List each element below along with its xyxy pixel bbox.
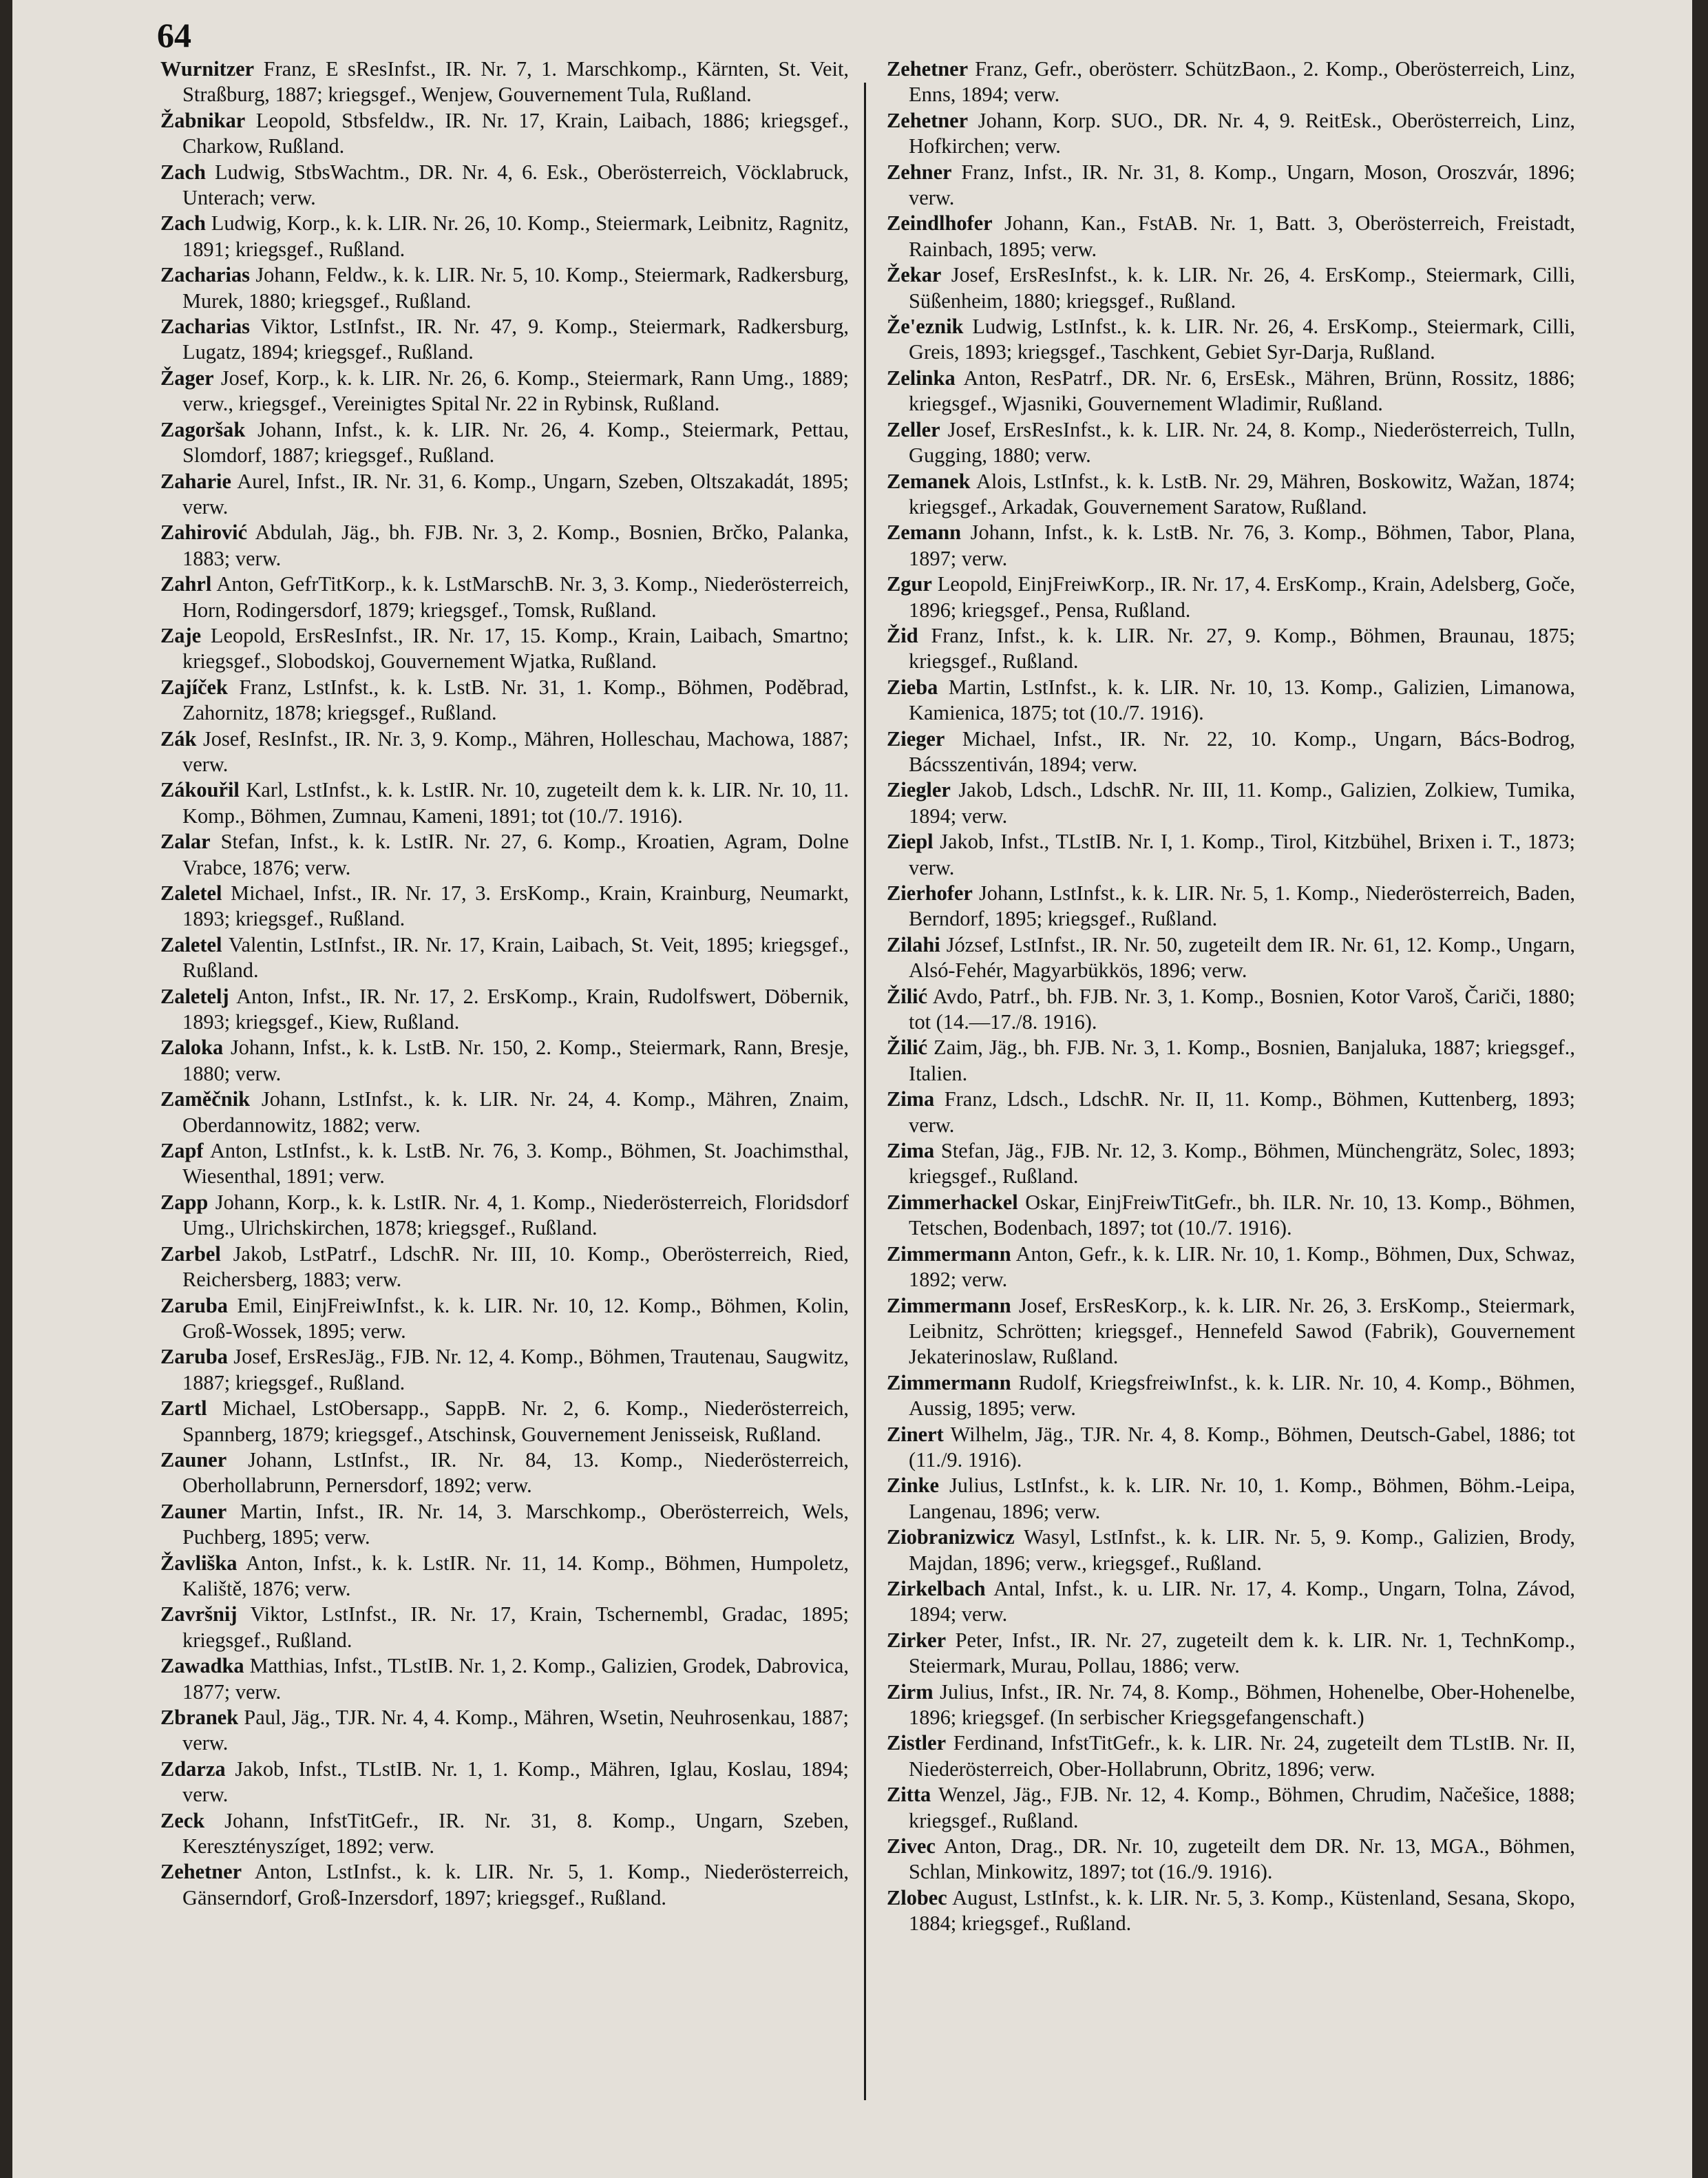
- entry-surname: Zagoršak: [160, 417, 246, 441]
- entry-details: Wilhelm, Jäg., TJR. Nr. 4, 8. Komp., Böhmen, Deutsch-Gabel, 1886; tot (11./9. 1916).: [909, 1422, 1575, 1472]
- entry-details: Jakob, LstPatrf., LdschR. Nr. III, 10. Komp., Oberösterreich, Ried, Reichersberg, 1883; verw.: [182, 1242, 849, 1292]
- entry-details: Matthias, Infst., TLstIB. Nr. 1, 2. Komp., Galizien, Grodek, Dabrovica, 1877; verw.: [182, 1654, 849, 1704]
- entry-surname: Ziepl: [887, 830, 934, 854]
- entry-details: Franz, Gefr., oberösterr. SchützBaon., 2. Komp., Oberösterreich, Linz, Enns, 1894; verw.: [909, 57, 1575, 107]
- register-entry: [887, 829, 1575, 881]
- entry-surname: Žavliška: [160, 1551, 238, 1575]
- entry-surname: Zehetner: [887, 108, 969, 132]
- register-entry: [887, 1242, 1575, 1293]
- register-entry: [160, 1035, 849, 1087]
- entry-details: Johann, Kan., FstAB. Nr. 1, Batt. 3, Oberösterreich, Freistadt, Rainbach, 1895; verw.: [909, 211, 1575, 261]
- register-entry: [160, 1499, 849, 1551]
- register-entry: [160, 572, 849, 623]
- register-entry: [160, 262, 849, 314]
- register-entry: [887, 1834, 1575, 1885]
- entry-details: Franz, Infst., IR. Nr. 31, 8. Komp., Ungarn, Moson, Oroszvár, 1896; verw.: [909, 160, 1575, 210]
- entry-surname: Zinert: [887, 1422, 944, 1446]
- entry-surname: Žilić: [887, 1036, 928, 1060]
- entry-surname: Žid: [887, 623, 918, 647]
- entry-surname: Zach: [160, 160, 206, 184]
- entry-details: Abdulah, Jäg., bh. FJB. Nr. 3, 2. Komp., Bosnien, Brčko, Palanka, 1883; verw.: [182, 521, 849, 570]
- register-entry: [160, 56, 849, 108]
- register-entry: [160, 1705, 849, 1757]
- entry-details: Julius, Infst., IR. Nr. 74, 8. Komp., Böhmen, Hohenelbe, Ober-Hohenelbe, 1896; kriegsgef. (In serbischer Kriegsgefangenschaft.): [909, 1679, 1575, 1729]
- register-entry: [160, 160, 849, 211]
- entry-surname: Zirker: [887, 1628, 947, 1652]
- entry-details: Viktor, LstInfst., IR. Nr. 17, Krain, Tschernembl, Gradac, 1895; kriegsgef., Rußland.: [182, 1602, 849, 1652]
- register-entry: [160, 829, 849, 881]
- register-entry: [160, 1396, 849, 1447]
- register-entry: [160, 1138, 849, 1190]
- register-entry: [887, 1035, 1575, 1087]
- register-entry: [887, 726, 1575, 778]
- register-entry: [887, 984, 1575, 1036]
- register-entry: [887, 932, 1575, 984]
- register-entry: [160, 469, 849, 521]
- entry-surname: Wurnitzer: [160, 57, 255, 81]
- entry-details: Ferdinand, InfstTitGefr., k. k. LIR. Nr. 24, zugeteilt dem TLstIB. Nr. II, Niederösterreich, Ober-Hollabrunn, Obritz, 1896; verw.: [909, 1731, 1575, 1781]
- entry-surname: Zák: [160, 726, 197, 751]
- entry-surname: Zákouřil: [160, 778, 240, 802]
- entry-details: Leopold, Stbsfeldw., IR. Nr. 17, Krain, Laibach, 1886; kriegsgef., Charkow, Rußland.: [182, 108, 849, 158]
- entry-details: Valentin, LstInfst., IR. Nr. 17, Krain, Laibach, St. Veit, 1895; kriegsgef., Rußland.: [182, 932, 849, 983]
- entry-surname: Zaletel: [160, 881, 222, 905]
- register-entry: [160, 1757, 849, 1808]
- entry-surname: Žekar: [887, 263, 942, 287]
- register-entry: [887, 160, 1575, 211]
- entry-surname: Žilić: [887, 984, 928, 1008]
- entry-surname: Zimmermann: [887, 1370, 1011, 1394]
- entry-details: Stefan, Infst., k. k. LstIR. Nr. 27, 6. Komp., Kroatien, Agram, Dolne Vrabce, 1876; verw.: [182, 830, 850, 879]
- entry-surname: Zirkelbach: [887, 1576, 986, 1600]
- entry-surname: Zaharie: [160, 469, 231, 493]
- entry-details: Viktor, LstInfst., IR. Nr. 47, 9. Komp., Steiermark, Radkersburg, Lugatz, 1894; kriegsgef., Rußland.: [182, 315, 849, 364]
- entry-details: Franz, Infst., k. k. LIR. Nr. 27, 9. Komp., Böhmen, Braunau, 1875; kriegsgef., Rußland.: [909, 623, 1575, 673]
- register-entry: [160, 1190, 849, 1242]
- entry-surname: Zima: [887, 1087, 935, 1111]
- entry-surname: Zaletel: [160, 932, 222, 956]
- entry-details: József, LstInfst., IR. Nr. 50, zugeteilt dem IR. Nr. 61, 12. Komp., Ungarn, Alsó-Fehér, Magyarbükkös, 1896; verw.: [909, 932, 1575, 983]
- entry-details: Aurel, Infst., IR. Nr. 31, 6. Komp., Ungarn, Szeben, Oltszakadát, 1895; verw.: [182, 469, 849, 519]
- register-entry: [160, 1447, 849, 1499]
- entry-surname: Zilahi: [887, 932, 940, 956]
- entry-details: Rudolf, KriegsfreiwInfst., k. k. LIR. Nr. 10, 4. Komp., Böhmen, Aussig, 1895; verw.: [909, 1370, 1575, 1421]
- entry-surname: Zelinka: [887, 366, 956, 390]
- register-entry: [887, 366, 1575, 417]
- entry-details: Michael, LstObersapp., SappB. Nr. 2, 6. Komp., Niederösterreich, Spannberg, 1879; kriegsgef., Atschinsk, Gouvernement Jenisseisk, Rußland.: [182, 1396, 849, 1446]
- entry-surname: Zauner: [160, 1499, 227, 1523]
- register-entry: [160, 1087, 849, 1138]
- entry-surname: Zlobec: [887, 1885, 947, 1909]
- entry-surname: Zima: [887, 1139, 935, 1163]
- entry-details: Anton, ResPatrf., DR. Nr. 6, ErsEsk., Mähren, Brünn, Rossitz, 1886; kriegsgef., Wjasniki, Gouvernement Wladimir, Rußland.: [909, 366, 1575, 416]
- register-entry: [160, 623, 849, 675]
- entry-details: Johann, LstInfst., k. k. LIR. Nr. 5, 1. Komp., Niederösterreich, Baden, Berndorf, 1895; kriegsgef., Rußland.: [909, 881, 1575, 931]
- register-entry: [887, 1293, 1575, 1370]
- entry-surname: Ziegler: [887, 778, 951, 802]
- entry-surname: Zajíček: [160, 675, 228, 699]
- entry-surname: Zehetner: [160, 1860, 242, 1884]
- entry-details: Johann, InfstTitGefr., IR. Nr. 31, 8. Komp., Ungarn, Szeben, Keresztényszíget, 1892; verw.: [182, 1808, 849, 1858]
- entry-surname: Zeller: [887, 417, 940, 441]
- entry-details: Antal, Infst., k. u. LIR. Nr. 17, 4. Komp., Ungarn, Tolna, Závod, 1894; verw.: [909, 1576, 1575, 1626]
- register-entry: [887, 1782, 1575, 1834]
- register-entry: [160, 1808, 849, 1860]
- entry-surname: Zehner: [887, 160, 952, 184]
- register-entry: [887, 1190, 1575, 1242]
- entry-details: Martin, LstInfst., k. k. LIR. Nr. 10, 13. Komp., Galizien, Limanowa, Kamienica, 1875; tot (10./7. 1916).: [909, 675, 1575, 725]
- register-entry: [887, 675, 1575, 726]
- entry-surname: Zapf: [160, 1139, 204, 1163]
- entry-details: Jakob, Infst., TLstIB. Nr. 1, 1. Komp., Mähren, Iglau, Koslau, 1894; verw.: [182, 1757, 849, 1807]
- entry-details: Oskar, EinjFreiwTitGefr., bh. ILR. Nr. 10, 13. Komp., Böhmen, Tetschen, Bodenbach, 1897; tot (10./7. 1916).: [909, 1190, 1575, 1240]
- entry-details: Leopold, EinjFreiwKorp., IR. Nr. 17, 4. ErsKomp., Krain, Adelsberg, Goče, 1896; kriegsgef., Pensa, Rußland.: [909, 572, 1575, 622]
- entry-details: Leopold, ErsResInfst., IR. Nr. 17, 15. Komp., Krain, Laibach, Smartno; kriegsgef., Slobodskoj, Gouvernement Wjatka, Rußland.: [182, 623, 849, 673]
- register-entry: [887, 1576, 1575, 1628]
- entry-surname: Zeck: [160, 1808, 205, 1832]
- register-entry: [160, 1242, 849, 1293]
- entry-surname: Zgur: [887, 572, 932, 596]
- register-entry: [887, 1525, 1575, 1576]
- entry-surname: Zieba: [887, 675, 938, 699]
- entry-details: Franz, Ldsch., LdschR. Nr. II, 11. Komp., Böhmen, Kuttenberg, 1893; verw.: [909, 1087, 1575, 1137]
- register-entry: [160, 417, 849, 469]
- entry-details: Stefan, Jäg., FJB. Nr. 12, 3. Komp., Böhmen, Münchengrätz, Solec, 1893; kriegsgef., Rußland.: [909, 1139, 1575, 1189]
- entry-surname: Zistler: [887, 1731, 947, 1755]
- entry-details: Ludwig, LstInfst., k. k. LIR. Nr. 26, 4. ErsKomp., Steiermark, Cilli, Greis, 1893; kriegsgef., Taschkent, Gebiet Syr-Darja, Rußland.: [909, 315, 1575, 364]
- entry-details: Karl, LstInfst., k. k. LstIR. Nr. 10, zugeteilt dem k. k. LIR. Nr. 10, 11. Komp., Böhmen, Zumnau, Kameni, 1891; tot (10./7. 1916).: [182, 778, 849, 828]
- register-entry: [887, 881, 1575, 932]
- register-entry: [887, 1138, 1575, 1190]
- entry-surname: Zaloka: [160, 1036, 224, 1060]
- entry-details: Franz, E sResInfst., IR. Nr. 7, 1. Marschkomp., Kärnten, St. Veit, Straßburg, 1887; kriegsgef., Wenjew, Gouvernement Tula, Rußland.: [182, 57, 849, 107]
- entry-surname: Zartl: [160, 1396, 207, 1421]
- register-entry: [887, 56, 1575, 108]
- register-entry: [160, 675, 849, 726]
- entry-details: Johann, LstInfst., IR. Nr. 84, 13. Komp., Niederösterreich, Oberhollabrunn, Pernersdorf, 1892; verw.: [182, 1447, 849, 1498]
- entry-details: Peter, Infst., IR. Nr. 27, zugeteilt dem k. k. LIR. Nr. 1, TechnKomp., Steiermark, Murau, Pollau, 1886; verw.: [909, 1628, 1575, 1678]
- entry-surname: Žabnikar: [160, 108, 246, 132]
- entry-details: Wenzel, Jäg., FJB. Nr. 12, 4. Komp., Böhmen, Chrudim, Načešice, 1888; kriegsgef., Rußland.: [909, 1783, 1575, 1832]
- entry-surname: Završnij: [160, 1602, 238, 1626]
- entry-details: Julius, LstInfst., k. k. LIR. Nr. 10, 1. Komp., Böhmen, Böhm.-Leipa, Langenau, 1896; verw.: [909, 1474, 1575, 1523]
- register-entry: [160, 1344, 849, 1396]
- entry-surname: Zbranek: [160, 1706, 239, 1729]
- right-column: [887, 56, 1575, 1937]
- entry-surname: Zehetner: [887, 57, 969, 81]
- entry-surname: Zitta: [887, 1783, 931, 1807]
- entry-details: Josef, ErsResInfst., k. k. LIR. Nr. 26, 4. ErsKomp., Steiermark, Cilli, Süßenheim, 1880; kriegsgef., Rußland.: [909, 263, 1575, 313]
- register-entry: [887, 1628, 1575, 1679]
- entry-details: Johann, LstInfst., k. k. LIR. Nr. 24, 4. Komp., Mähren, Znaim, Oberdannowitz, 1882; verw.: [182, 1087, 849, 1137]
- entry-surname: Zimmermann: [887, 1293, 1011, 1317]
- register-entry: [160, 726, 849, 778]
- entry-details: Josef, Korp., k. k. LIR. Nr. 26, 6. Komp., Steiermark, Rann Umg., 1889; verw., kriegsgef., Vereinigtes Spital Nr. 22 in Rybinsk, Rußland.: [182, 366, 849, 416]
- entry-details: Johann, Korp. SUO., DR. Nr. 4, 9. ReitEsk., Oberösterreich, Linz, Hofkirchen; verw.: [909, 108, 1575, 158]
- entry-details: Josef, ResInfst., IR. Nr. 3, 9. Komp., Mähren, Holleschau, Machowa, 1887; verw.: [182, 726, 849, 776]
- register-entry: [160, 108, 849, 160]
- entry-details: Franz, LstInfst., k. k. LstB. Nr. 31, 1. Komp., Böhmen, Poděbrad, Zahornitz, 1878; kriegsgef., Rußland.: [182, 675, 849, 725]
- entry-details: Michael, Infst., IR. Nr. 17, 3. ErsKomp., Krain, Krainburg, Neumarkt, 1893; kriegsgef., Rußland.: [182, 881, 849, 931]
- register-entry: [160, 1602, 849, 1653]
- entry-surname: Zaletelj: [160, 984, 229, 1008]
- register-entry: [887, 417, 1575, 469]
- entry-surname: Zinke: [887, 1474, 940, 1498]
- entry-surname: Zemann: [887, 521, 962, 545]
- register-entry: [887, 211, 1575, 262]
- entry-details: Alois, LstInfst., k. k. LstB. Nr. 29, Mähren, Boskowitz, Wažan, 1874; kriegsgef., Arkadak, Gouvernement Saratow, Rußland.: [909, 469, 1575, 519]
- entry-details: Paul, Jäg., TJR. Nr. 4, 4. Komp., Mähren, Wsetin, Neuhrosenkau, 1887; verw.: [182, 1706, 849, 1755]
- entry-details: Anton, Drag., DR. Nr. 10, zugeteilt dem DR. Nr. 13, MGA., Böhmen, Schlan, Minkowitz, 1897; tot (16./9. 1916).: [909, 1834, 1576, 1884]
- register-entry: [887, 1679, 1575, 1731]
- entry-surname: Zimmermann: [887, 1242, 1011, 1266]
- entry-details: Anton, Gefr., k. k. LIR. Nr. 10, 1. Komp., Böhmen, Dux, Schwaz, 1892; verw.: [909, 1242, 1575, 1292]
- register-entry: [160, 1653, 849, 1705]
- entry-surname: Zivec: [887, 1834, 936, 1858]
- register-entry: [887, 572, 1575, 623]
- register-entry: [887, 1885, 1575, 1937]
- entry-details: Michael, Infst., IR. Nr. 22, 10. Komp., Ungarn, Bács-Bodrog, Bácsszentiván, 1894; verw.: [909, 726, 1575, 776]
- entry-details: Johann, Infst., k. k. LstB. Nr. 76, 3. Komp., Böhmen, Tabor, Plana, 1897; verw.: [909, 521, 1575, 570]
- register-entry: [887, 1730, 1575, 1782]
- entry-details: Jakob, Ldsch., LdschR. Nr. III, 11. Komp., Galizien, Zolkiew, Tumika, 1894; verw.: [909, 778, 1575, 828]
- register-entry: [887, 777, 1575, 829]
- entry-details: Johann, Korp., k. k. LstIR. Nr. 4, 1. Komp., Niederösterreich, Floridsdorf Umg., Ulrichskirchen, 1878; kriegsgef., Rußland.: [182, 1190, 849, 1240]
- entry-details: Martin, Infst., IR. Nr. 14, 3. Marschkomp., Oberösterreich, Wels, Puchberg, 1895; verw.: [182, 1499, 849, 1549]
- register-entry: [160, 366, 849, 417]
- register-entry: [160, 1293, 849, 1345]
- entry-surname: Zirm: [887, 1679, 934, 1704]
- entry-surname: Zahirović: [160, 521, 248, 545]
- entry-surname: Zacharias: [160, 315, 251, 339]
- entry-surname: Zacharias: [160, 263, 251, 287]
- register-entry: [887, 262, 1575, 314]
- register-entry: [160, 520, 849, 572]
- entry-surname: Že'eznik: [887, 315, 964, 339]
- entry-surname: Zalar: [160, 830, 211, 854]
- column-divider: [864, 83, 866, 2100]
- entry-surname: Zemanek: [887, 469, 971, 493]
- entry-details: Josef, ErsResKorp., k. k. LIR. Nr. 26, 3. ErsKomp., Steiermark, Leibnitz, Schrötten; kriegsgef., Hennefeld Sawod (Fabrik), Gouvernement Jekaterinoslaw, Rußland.: [909, 1293, 1575, 1369]
- register-entry: [160, 881, 849, 932]
- register-entry: [160, 1551, 849, 1602]
- entry-details: Josef, ErsResInfst., k. k. LIR. Nr. 24, 8. Komp., Niederösterreich, Tulln, Gugging, 1880; verw.: [909, 417, 1575, 468]
- entry-surname: Zarbel: [160, 1242, 221, 1266]
- entry-surname: Zierhofer: [887, 881, 973, 905]
- entry-surname: Zach: [160, 211, 206, 235]
- entry-details: Zaim, Jäg., bh. FJB. Nr. 3, 1. Komp., Bosnien, Banjaluka, 1887; kriegsgef., Italien.: [909, 1036, 1575, 1085]
- entry-surname: Zaruba: [160, 1293, 228, 1317]
- entry-surname: Zauner: [160, 1447, 227, 1472]
- register-entry: [160, 1859, 849, 1911]
- register-entry: [160, 314, 849, 366]
- entry-details: Avdo, Patrf., bh. FJB. Nr. 3, 1. Komp., Bosnien, Kotor Varoš, Čariči, 1880; tot (14.—17./8. 1916).: [909, 984, 1575, 1034]
- page-number: 64: [157, 16, 191, 54]
- register-entry: [887, 469, 1575, 521]
- register-entry: [887, 108, 1575, 160]
- document-page: [12, 0, 1692, 2178]
- entry-surname: Žager: [160, 366, 214, 390]
- register-entry: [887, 1473, 1575, 1525]
- register-entry: [887, 314, 1575, 366]
- entry-surname: Zaměčnik: [160, 1087, 251, 1111]
- entry-surname: Zahrl: [160, 572, 212, 596]
- entry-details: Ludwig, Korp., k. k. LIR. Nr. 26, 10. Komp., Steiermark, Leibnitz, Ragnitz, 1891; kriegsgef., Rußland.: [182, 211, 849, 261]
- entry-details: Anton, GefrTitKorp., k. k. LstMarschB. Nr. 3, 3. Komp., Niederösterreich, Horn, Rodingersdorf, 1879; kriegsgef., Tomsk, Rußland.: [182, 572, 850, 622]
- register-entry: [887, 520, 1575, 572]
- entry-details: Wasyl, LstInfst., k. k. LIR. Nr. 5, 9. Komp., Galizien, Brody, Majdan, 1896; verw., kriegsgef., Rußland.: [909, 1525, 1575, 1575]
- entry-surname: Zdarza: [160, 1757, 226, 1781]
- entry-details: Anton, LstInfst., k. k. LIR. Nr. 5, 1. Komp., Niederösterreich, Gänserndorf, Groß-Inzersdorf, 1897; kriegsgef., Rußland.: [182, 1860, 850, 1909]
- register-entry: [887, 1370, 1575, 1422]
- entry-details: Ludwig, StbsWachtm., DR. Nr. 4, 6. Esk., Oberösterreich, Vöcklabruck, Unterach; verw.: [182, 160, 849, 210]
- entry-details: Johann, Feldw., k. k. LIR. Nr. 5, 10. Komp., Steiermark, Radkersburg, Murek, 1880; kriegsgef., Rußland.: [182, 263, 849, 313]
- left-column: [160, 56, 849, 1911]
- register-entry: [887, 1422, 1575, 1474]
- entry-surname: Zieger: [887, 726, 945, 751]
- entry-details: Anton, Infst., k. k. LstIR. Nr. 11, 14. Komp., Böhmen, Humpoletz, Kaliště, 1876; verw.: [182, 1551, 849, 1600]
- entry-surname: Zawadka: [160, 1654, 244, 1678]
- entry-surname: Zaje: [160, 623, 202, 647]
- entry-surname: Zeindlhofer: [887, 211, 993, 235]
- entry-details: Anton, Infst., IR. Nr. 17, 2. ErsKomp., Krain, Rudolfswert, Döbernik, 1893; kriegsgef., Kiew, Rußland.: [182, 984, 850, 1034]
- register-entry: [160, 777, 849, 829]
- entry-surname: Zapp: [160, 1190, 209, 1214]
- entry-surname: Zaruba: [160, 1345, 228, 1369]
- entry-details: August, LstInfst., k. k. LIR. Nr. 5, 3. Komp., Küstenland, Sesana, Skopo, 1884; kriegsgef., Rußland.: [909, 1885, 1575, 1936]
- register-entry: [887, 1087, 1575, 1138]
- entry-details: Johann, Infst., k. k. LstB. Nr. 150, 2. Komp., Steiermark, Rann, Bresje, 1880; verw.: [182, 1036, 849, 1085]
- register-entry: [160, 211, 849, 262]
- entry-details: Johann, Infst., k. k. LIR. Nr. 26, 4. Komp., Steiermark, Pettau, Slomdorf, 1887; kriegsgef., Rußland.: [182, 417, 849, 468]
- entry-details: Anton, LstInfst., k. k. LstB. Nr. 76, 3. Komp., Böhmen, St. Joachimsthal, Wiesenthal, 1891; verw.: [182, 1139, 849, 1189]
- entry-details: Emil, EinjFreiwInfst., k. k. LIR. Nr. 10, 12. Komp., Böhmen, Kolin, Groß-Wossek, 1895; verw.: [182, 1293, 849, 1343]
- entry-surname: Ziobranizwicz: [887, 1525, 1015, 1549]
- register-entry: [160, 932, 849, 984]
- register-entry: [160, 984, 849, 1036]
- entry-details: Josef, ErsResJäg., FJB. Nr. 12, 4. Komp., Böhmen, Trautenau, Saugwitz, 1887; kriegsgef., Rußland.: [182, 1345, 849, 1394]
- register-entry: [887, 623, 1575, 675]
- entry-surname: Zimmerhackel: [887, 1190, 1018, 1214]
- entry-details: Jakob, Infst., TLstIB. Nr. I, 1. Komp., Tirol, Kitzbühel, Brixen i. T., 1873; verw.: [909, 830, 1575, 879]
